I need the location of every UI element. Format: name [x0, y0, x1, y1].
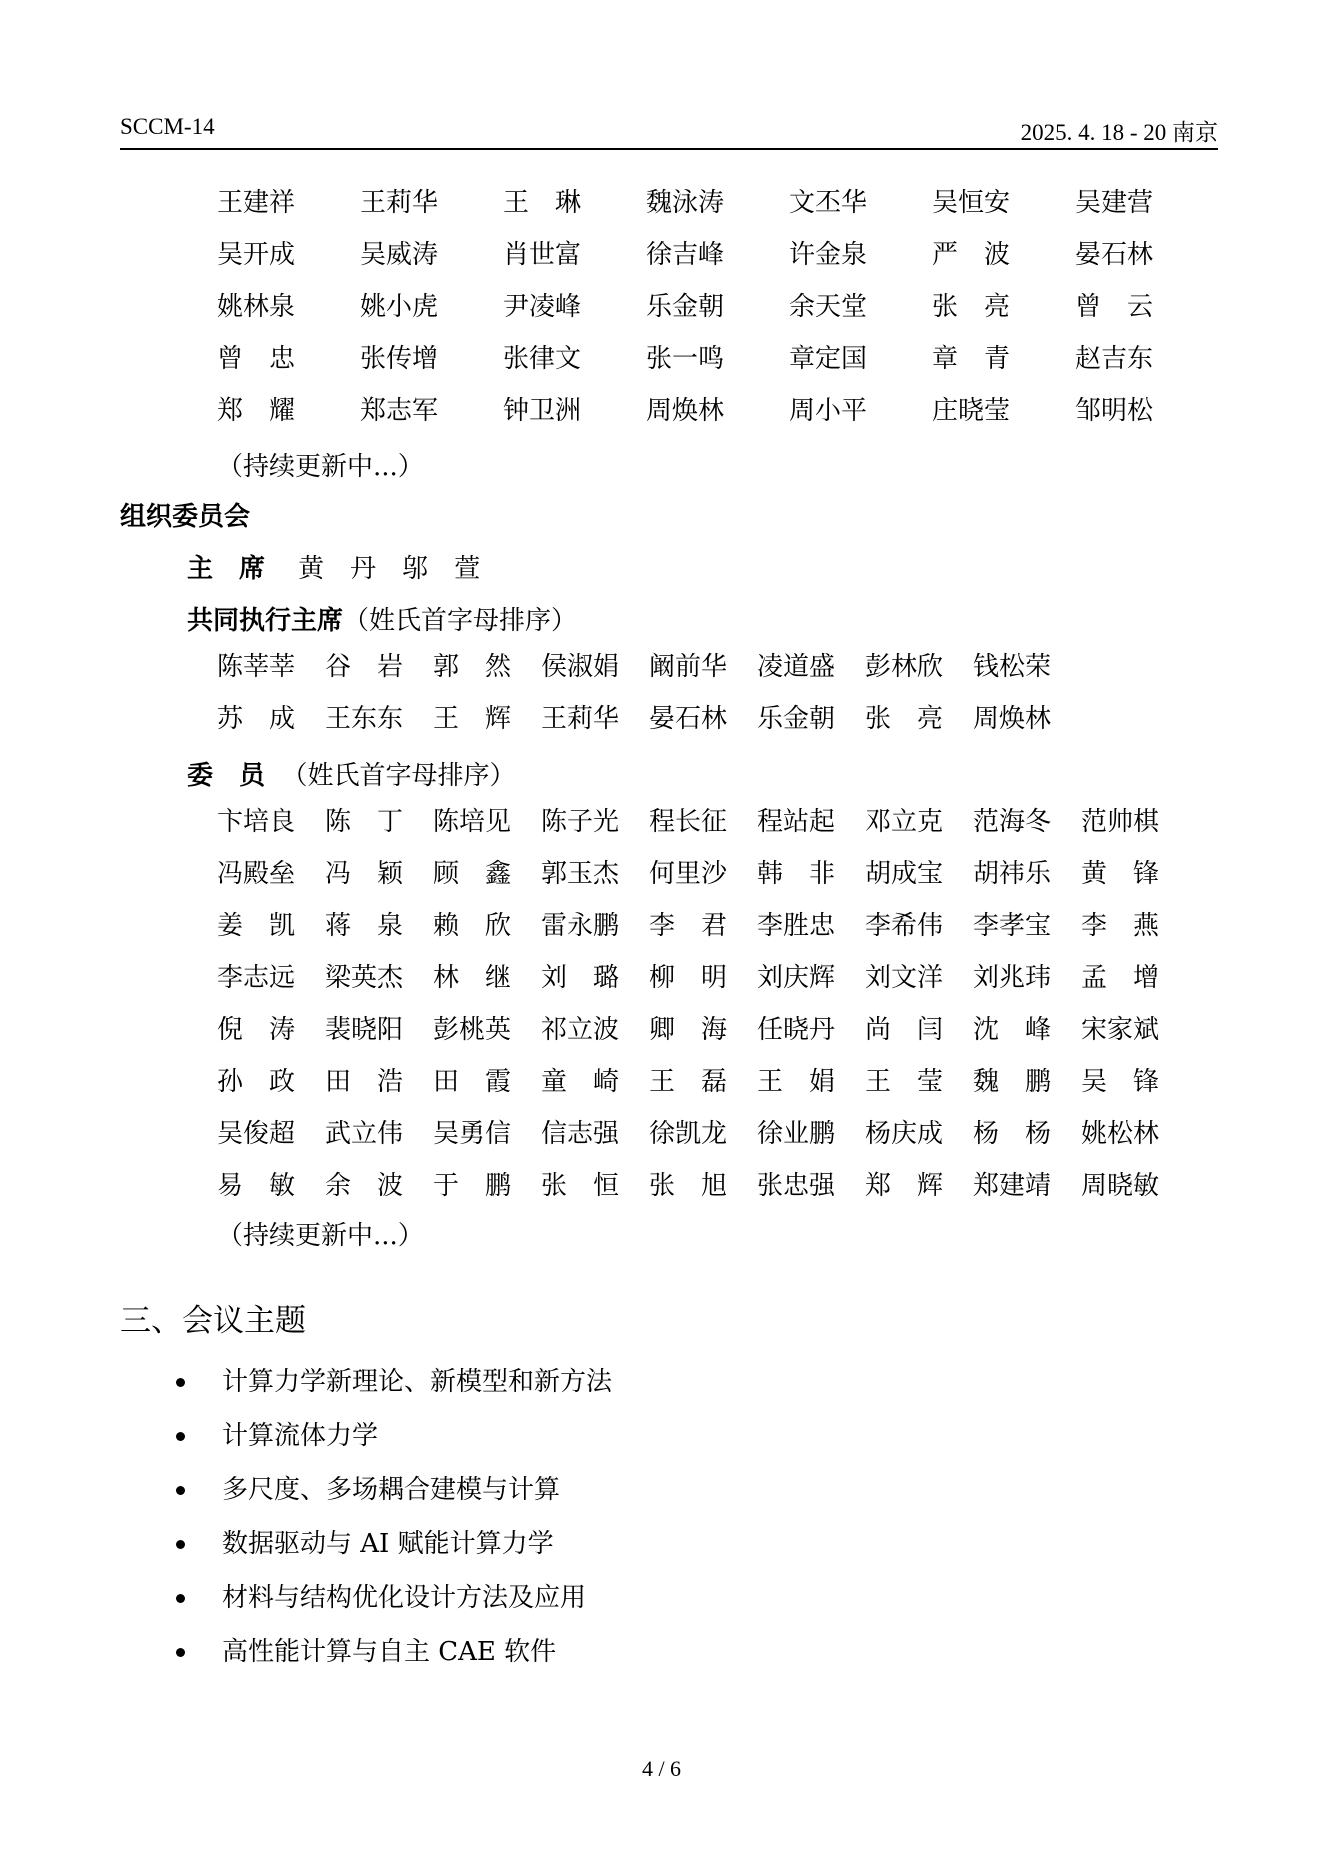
topic-text: 材料与结构优化设计方法及应用 — [222, 1583, 587, 1613]
member-name: 晏石林 — [1075, 240, 1154, 270]
member-name: 彭桃英 — [433, 1015, 512, 1045]
member-name: 王 辉 — [433, 704, 512, 734]
member-name: 王莉华 — [541, 704, 620, 734]
topic-item — [172, 1409, 612, 1463]
member-name: 文丕华 — [789, 188, 868, 218]
member-name: 章定国 — [789, 344, 868, 374]
member-name: 李希伟 — [865, 911, 944, 941]
member-name: 王 娟 — [757, 1067, 836, 1097]
member-name: 钟卫洲 — [503, 396, 582, 426]
member-name: 雷永鹏 — [541, 911, 620, 941]
member-name: 梁英杰 — [325, 963, 404, 993]
page-number: 4 / 6 — [641, 1756, 682, 1781]
topic-item — [172, 1463, 612, 1517]
member-name: 李志远 — [217, 963, 296, 993]
member-name: 韩 非 — [757, 859, 836, 889]
member-name: 刘 璐 — [541, 963, 620, 993]
member-name: 冯殿垒 — [217, 859, 296, 889]
topic-text: 高性能计算与自主 CAE 软件 — [222, 1637, 557, 1667]
chair-line — [187, 548, 480, 585]
member-name: 尹凌峰 — [503, 292, 582, 322]
member-name: 尚 闫 — [865, 1015, 944, 1045]
member-name: 郭 然 — [433, 652, 512, 682]
member-name: 范帅棋 — [1081, 807, 1160, 837]
member-name: 王 莹 — [865, 1067, 944, 1097]
member-name: 宋家斌 — [1081, 1015, 1160, 1045]
conference-topics-title: 三、会议主题 — [120, 1303, 306, 1339]
member-name: 胡成宝 — [865, 859, 944, 889]
members-line — [187, 755, 516, 792]
member-name: 陈莘莘 — [217, 652, 296, 682]
member-name: 曾 忠 — [217, 344, 296, 374]
member-name: 刘庆辉 — [757, 963, 836, 993]
member-name: 郑 耀 — [217, 396, 296, 426]
member-name: 魏泳涛 — [646, 188, 725, 218]
member-name: 郑志军 — [360, 396, 439, 426]
member-name: 张传增 — [360, 344, 439, 374]
member-name: 徐吉峰 — [646, 240, 725, 270]
member-name: 赵吉东 — [1075, 344, 1154, 374]
member-name: 郑 辉 — [865, 1171, 944, 1201]
member-name: 田 浩 — [325, 1067, 404, 1097]
member-name: 吴威涛 — [360, 240, 439, 270]
member-name: 程站起 — [757, 807, 836, 837]
member-name: 姚林泉 — [217, 292, 296, 322]
cochair-label: 共同执行主席 — [187, 606, 344, 636]
member-name: 田 霞 — [433, 1067, 512, 1097]
bullet-icon — [176, 1486, 185, 1495]
cochair-line — [187, 600, 577, 637]
member-name: 余天堂 — [789, 292, 868, 322]
member-name: 吴开成 — [217, 240, 296, 270]
member-name: 李 君 — [649, 911, 728, 941]
member-name: 童 崎 — [541, 1067, 620, 1097]
member-name: 曾 云 — [1075, 292, 1154, 322]
member-name: 庄晓莹 — [932, 396, 1011, 426]
member-name: 章 青 — [932, 344, 1011, 374]
topic-text: 多尺度、多场耦合建模与计算 — [222, 1475, 561, 1505]
member-name: 邹明松 — [1075, 396, 1154, 426]
topic-text: 数据驱动与 AI 赋能计算力学 — [222, 1529, 554, 1559]
member-name: 林 继 — [433, 963, 512, 993]
member-name: 周小平 — [789, 396, 868, 426]
member-name: 蒋 泉 — [325, 911, 404, 941]
topic-item — [172, 1571, 612, 1625]
member-name: 孙 政 — [217, 1067, 296, 1097]
member-name: 徐凯龙 — [649, 1119, 728, 1149]
member-name: 范海冬 — [973, 807, 1052, 837]
academic-committee-note: （持续更新中...） — [217, 452, 424, 482]
member-name: 徐业鹏 — [757, 1119, 836, 1149]
member-name: 张 恒 — [541, 1171, 620, 1201]
member-name: 严 波 — [932, 240, 1011, 270]
cochair-note: （姓氏首字母排序） — [343, 606, 578, 636]
conference-code: SCCM-14 — [120, 114, 215, 139]
member-name: 吴 锋 — [1081, 1067, 1160, 1097]
conference-topics-list — [172, 1355, 612, 1679]
member-name: 张一鸣 — [646, 344, 725, 374]
member-name: 周晓敏 — [1081, 1171, 1160, 1201]
member-name: 姚松林 — [1081, 1119, 1160, 1149]
member-name: 易 敏 — [217, 1171, 296, 1201]
member-name: 刘文洋 — [865, 963, 944, 993]
bullet-icon — [176, 1648, 185, 1657]
member-name: 任晓丹 — [757, 1015, 836, 1045]
member-name: 刘兆玮 — [973, 963, 1052, 993]
member-name: 侯淑娟 — [541, 652, 620, 682]
bullet-icon — [176, 1594, 185, 1603]
member-name: 李胜忠 — [757, 911, 836, 941]
organizing-committee-note: （持续更新中...） — [217, 1221, 424, 1251]
member-name: 信志强 — [541, 1119, 620, 1149]
member-name: 何里沙 — [649, 859, 728, 889]
member-name: 柳 明 — [649, 963, 728, 993]
member-name: 倪 涛 — [217, 1015, 296, 1045]
member-name: 顾 鑫 — [433, 859, 512, 889]
chair-label: 主 席 — [187, 554, 266, 584]
member-name: 周焕林 — [973, 704, 1052, 734]
member-name: 吴恒安 — [932, 188, 1011, 218]
member-name: 郑建靖 — [973, 1171, 1052, 1201]
member-name: 阚前华 — [649, 652, 728, 682]
member-name: 李 燕 — [1081, 911, 1160, 941]
member-name: 姜 凯 — [217, 911, 296, 941]
member-name: 武立伟 — [325, 1119, 404, 1149]
member-name: 王 琳 — [503, 188, 582, 218]
member-name: 张律文 — [503, 344, 582, 374]
member-name: 王 磊 — [649, 1067, 728, 1097]
member-name: 钱松荣 — [973, 652, 1052, 682]
member-names — [217, 796, 1189, 1212]
member-name: 于 鹏 — [433, 1171, 512, 1201]
member-name: 黄 锋 — [1081, 859, 1160, 889]
member-name: 乐金朝 — [757, 704, 836, 734]
member-name: 姚小虎 — [360, 292, 439, 322]
member-name: 王东东 — [325, 704, 404, 734]
member-name: 李孝宝 — [973, 911, 1052, 941]
member-name: 杨庆成 — [865, 1119, 944, 1149]
members-note: （姓氏首字母排序） — [281, 761, 516, 791]
topic-text: 计算流体力学 — [222, 1421, 379, 1451]
member-name: 谷 岩 — [325, 652, 404, 682]
organizing-committee-title: 组织委员会 — [120, 502, 251, 532]
topic-text: 计算力学新理论、新模型和新方法 — [222, 1367, 613, 1397]
member-name: 卞培良 — [217, 807, 296, 837]
member-name: 冯 颖 — [325, 859, 404, 889]
member-name: 晏石林 — [649, 704, 728, 734]
member-name: 王莉华 — [360, 188, 439, 218]
members-label: 委 员 — [187, 761, 266, 791]
member-name: 陈子光 — [541, 807, 620, 837]
member-name: 乐金朝 — [646, 292, 725, 322]
member-name: 余 波 — [325, 1171, 404, 1201]
member-name: 张 亮 — [932, 292, 1011, 322]
topic-item — [172, 1355, 612, 1409]
chair-names: 黄 丹 邬 萱 — [298, 554, 481, 584]
member-name: 苏 成 — [217, 704, 296, 734]
member-name: 沈 峰 — [973, 1015, 1052, 1045]
topic-item — [172, 1625, 612, 1679]
member-name: 吴勇信 — [433, 1119, 512, 1149]
member-name: 程长征 — [649, 807, 728, 837]
conference-date-location: 2025. 4. 18 - 20 南京 — [1020, 120, 1218, 145]
member-name: 周焕林 — [646, 396, 725, 426]
member-name: 许金泉 — [789, 240, 868, 270]
member-name: 王建祥 — [217, 188, 296, 218]
member-name: 杨 杨 — [973, 1119, 1052, 1149]
member-name: 张忠强 — [757, 1171, 836, 1201]
member-name: 凌道盛 — [757, 652, 836, 682]
member-name: 邓立克 — [865, 807, 944, 837]
bullet-icon — [176, 1378, 185, 1387]
member-name: 陈 丁 — [325, 807, 404, 837]
member-name: 郭玉杰 — [541, 859, 620, 889]
member-name: 吴俊超 — [217, 1119, 296, 1149]
member-name: 孟 增 — [1081, 963, 1160, 993]
cochair-names — [217, 641, 1081, 745]
member-name: 陈培见 — [433, 807, 512, 837]
academic-committee-names — [217, 177, 1218, 437]
bullet-icon — [176, 1540, 185, 1549]
member-name: 祁立波 — [541, 1015, 620, 1045]
member-name: 肖世富 — [503, 240, 582, 270]
member-name: 赖 欣 — [433, 911, 512, 941]
topic-item — [172, 1517, 612, 1571]
bullet-icon — [176, 1432, 185, 1441]
member-name: 卿 海 — [649, 1015, 728, 1045]
member-name: 彭林欣 — [865, 652, 944, 682]
member-name: 裴晓阳 — [325, 1015, 404, 1045]
member-name: 张 亮 — [865, 704, 944, 734]
page-header — [120, 112, 1218, 150]
member-name: 魏 鹏 — [973, 1067, 1052, 1097]
member-name: 胡祎乐 — [973, 859, 1052, 889]
member-name: 吴建营 — [1075, 188, 1154, 218]
member-name: 张 旭 — [649, 1171, 728, 1201]
